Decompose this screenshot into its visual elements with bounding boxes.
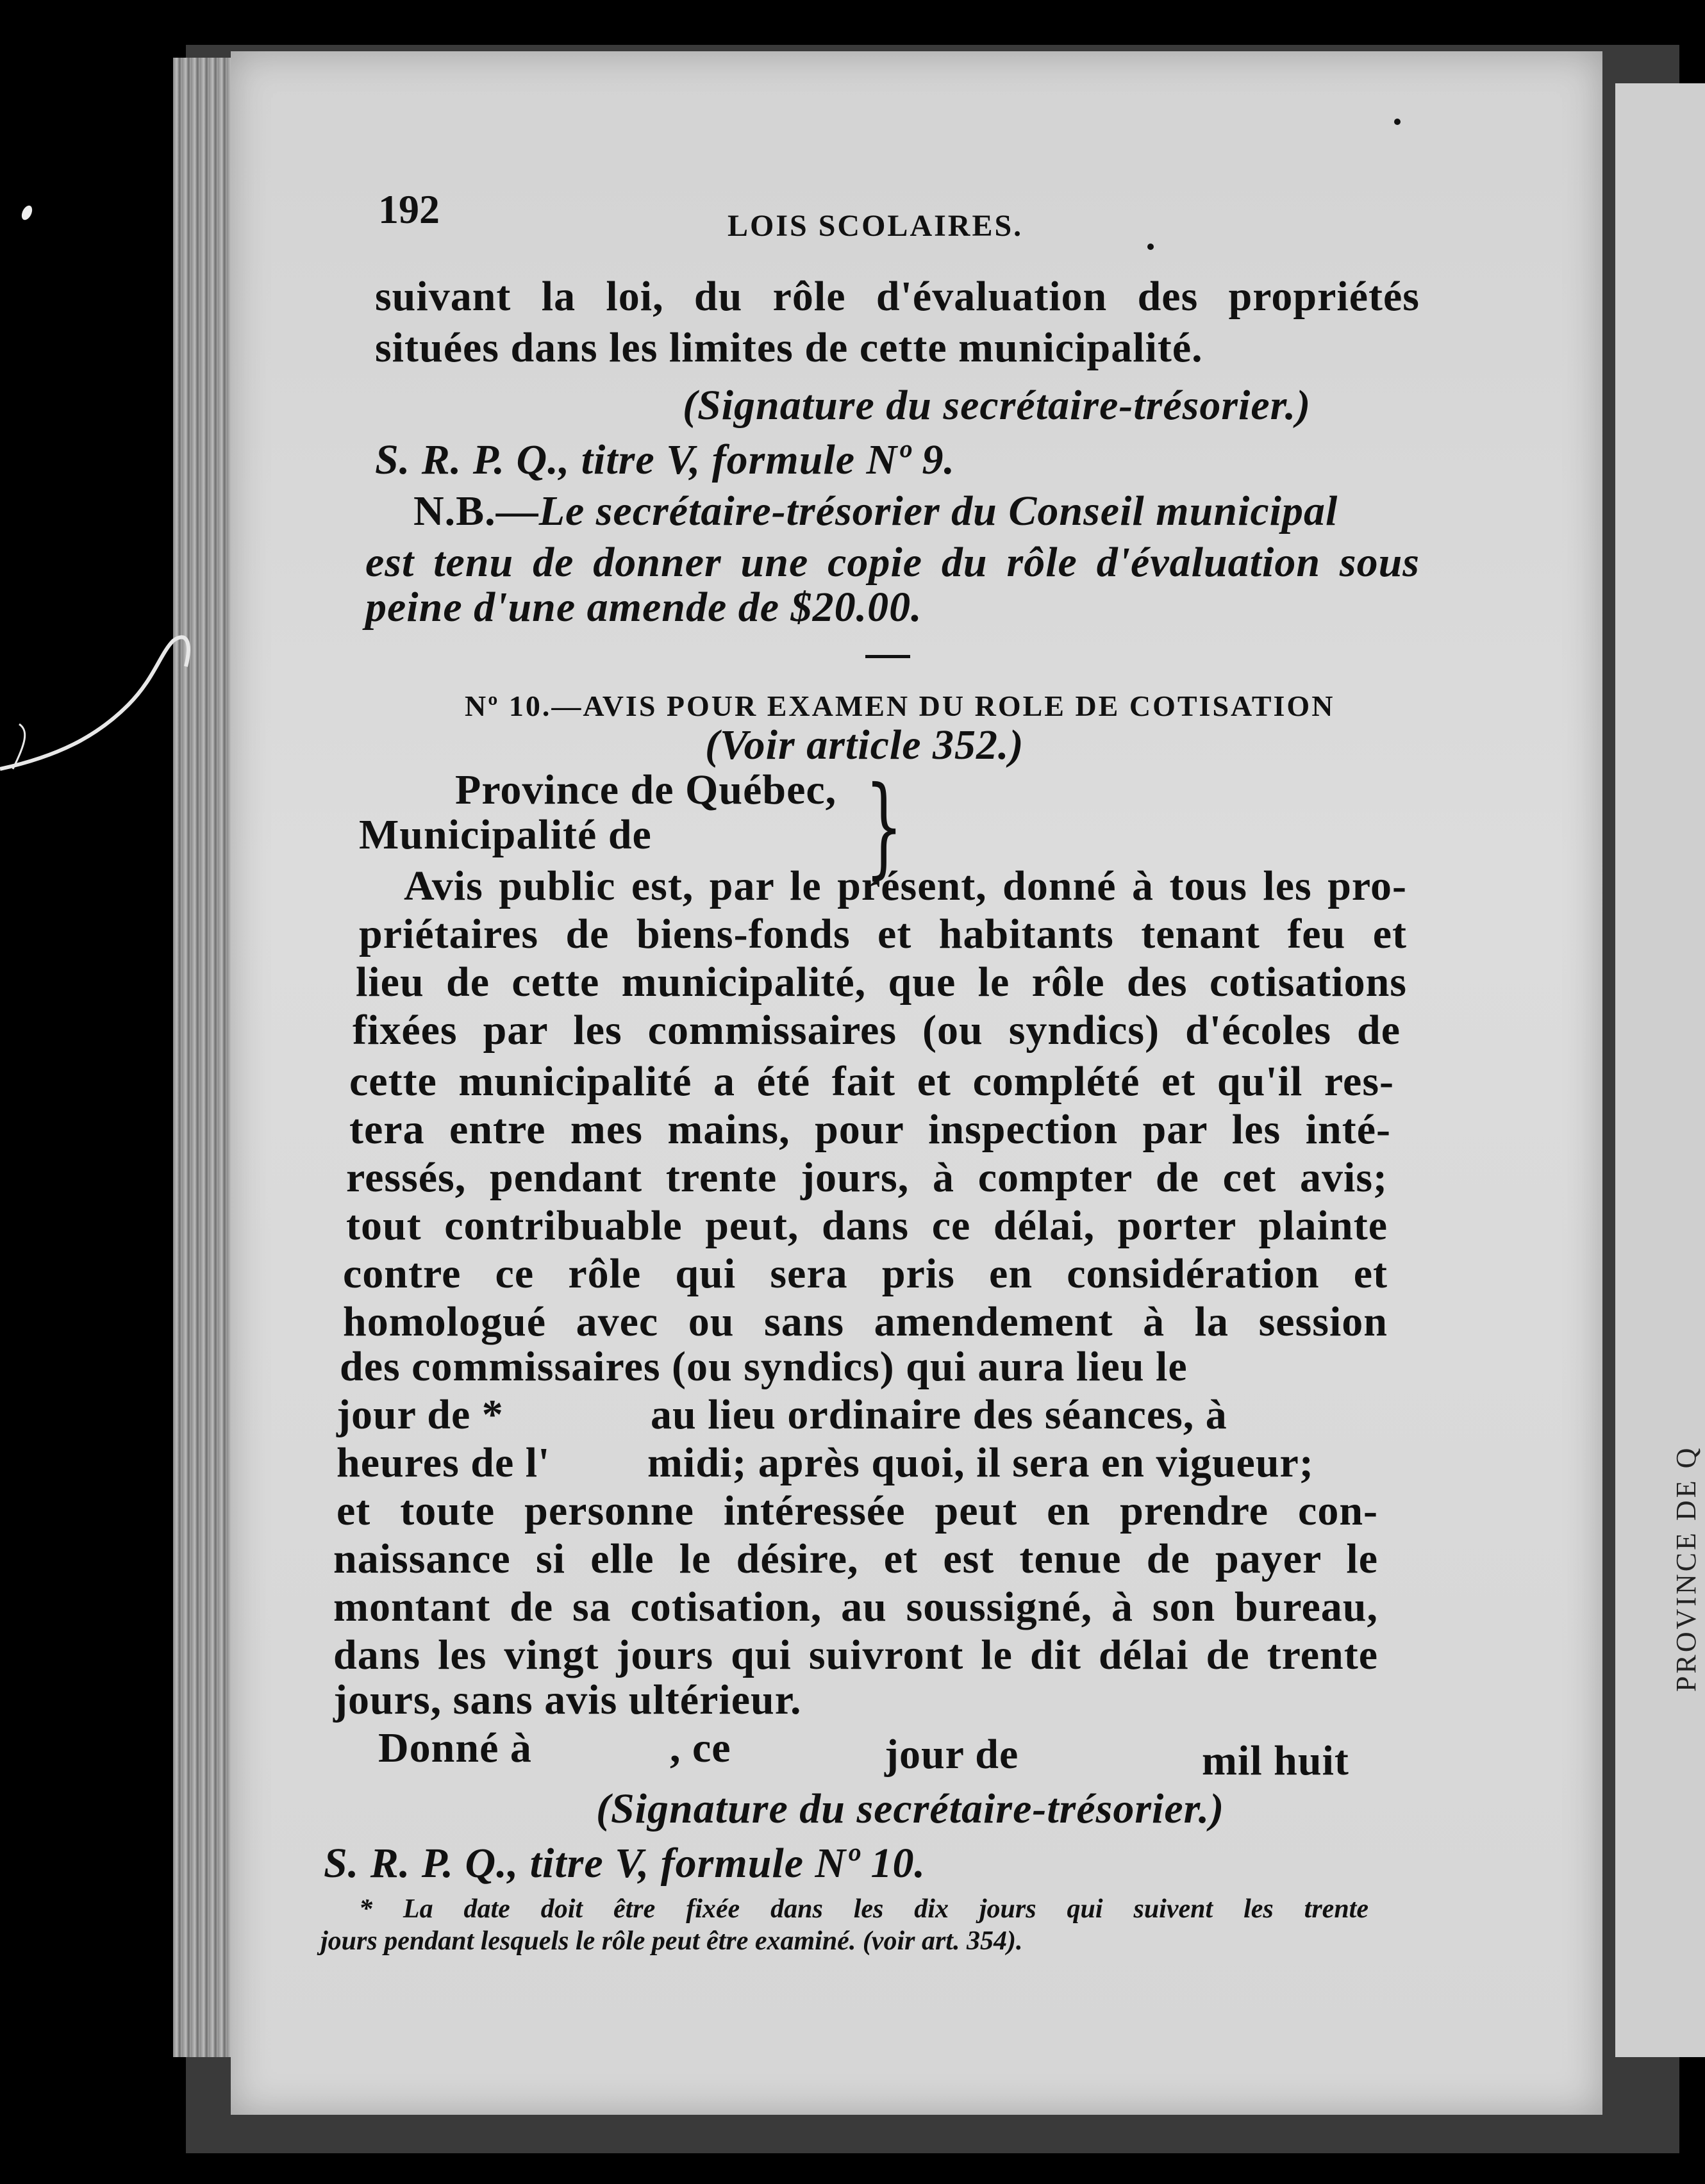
text-line: situées dans les limites de cette municipalité. xyxy=(375,324,1203,371)
hour-blank-line-rest: midi; après quoi, il sera en vigueur; xyxy=(647,1439,1314,1486)
page-stack-edges xyxy=(173,58,231,2057)
nb-paragraph-line xyxy=(413,487,1420,536)
hour-blank-line: heures de l' xyxy=(337,1439,551,1486)
nb-text: Le secrétaire-trésorier du Conseil municipal xyxy=(538,488,1338,534)
reference: S. R. P. Q., titre V, formule Nº 10. xyxy=(324,1840,926,1887)
text-line: cette municipalité a été fait et complété et qu'il res- xyxy=(349,1058,1394,1105)
ink-dot xyxy=(1147,244,1154,250)
text-line: priétaires de biens-fonds et habitants tenant feu et xyxy=(359,911,1407,957)
signature: (Signature du secrétaire-trésorier.) xyxy=(683,382,1311,429)
text-line: tout contribuable peut, dans ce délai, porter plainte xyxy=(346,1202,1388,1249)
day-of-label: jour de xyxy=(885,1731,1019,1778)
ink-dot xyxy=(1394,119,1401,125)
text-line: jours, sans avis ultérieur. xyxy=(333,1676,802,1723)
text-line: suivant la loi, du rôle d'évaluation des propriétés xyxy=(375,273,1420,320)
text-line: ressés, pendant trente jours, à compter de cet avis; xyxy=(346,1154,1388,1201)
text-line: contre ce rôle qui sera pris en considération et xyxy=(343,1250,1388,1297)
given-at-label: Donné à xyxy=(378,1725,532,1771)
text-line: des commissaires (ou syndics) qui aura lieu le xyxy=(340,1343,1188,1390)
margin-scribble xyxy=(0,577,205,795)
section-reference: (Voir article 352.) xyxy=(705,722,1024,768)
text-line: tera entre mes mains, pour inspection par les inté- xyxy=(349,1106,1391,1153)
signature: (Signature du secrétaire-trésorier.) xyxy=(596,1785,1225,1832)
nb-paragraph-line: est tenu de donner une copie du rôle d'évaluation sous xyxy=(365,539,1420,586)
reference: S. R. P. Q., titre V, formule Nº 9. xyxy=(375,436,955,483)
text-line: Avis public est, par le présent, donné à tous les pro- xyxy=(404,863,1407,909)
municipality-label: Municipalité de xyxy=(359,811,652,858)
date-blank-line-rest: au lieu ordinaire des séances, à xyxy=(651,1391,1227,1438)
nb-label: N.B.— xyxy=(413,488,539,534)
date-blank-line: jour de * xyxy=(337,1391,504,1438)
text-line: montant de sa cotisation, au soussigné, à son bureau, xyxy=(333,1584,1378,1630)
next-page-fragment xyxy=(1670,1653,1702,1692)
text-line: fixées par les commissaires (ou syndics) d'écoles de xyxy=(353,1007,1401,1054)
section-rule xyxy=(865,655,910,658)
footnote-line: * La date doit être fixée dans les dix jours qui suivent les trente xyxy=(359,1894,1368,1924)
section-title: Nº 10.—AVIS POUR EXAMEN DU ROLE DE COTISATION xyxy=(465,690,1335,722)
page-number: 192 xyxy=(378,186,440,232)
text-line: et toute personne intéressée peut en prendre con- xyxy=(337,1487,1378,1534)
text-line: lieu de cette municipalité, que le rôle des cotisations xyxy=(356,959,1407,1005)
text-line: homologué avec ou sans amendement à la session xyxy=(343,1298,1388,1345)
day-label: , ce xyxy=(670,1725,731,1771)
year-label: mil huit xyxy=(1202,1737,1349,1784)
margin-mark xyxy=(20,204,35,222)
province-label: Province de Québec, xyxy=(455,766,837,813)
footnote-line: jours pendant lesquels le rôle peut être examiné. (voir art. 354). xyxy=(320,1926,1023,1956)
text-line: dans les vingt jours qui suivront le dit délai de trente xyxy=(333,1632,1378,1678)
text-line: naissance si elle le désire, et est tenue de payer le xyxy=(333,1535,1378,1582)
curly-brace: } xyxy=(865,763,903,890)
running-head: LOIS SCOLAIRES. xyxy=(728,209,1024,243)
nb-paragraph-line: peine d'une amende de $20.00. xyxy=(365,584,922,631)
next-page-text xyxy=(1670,1692,1705,1923)
